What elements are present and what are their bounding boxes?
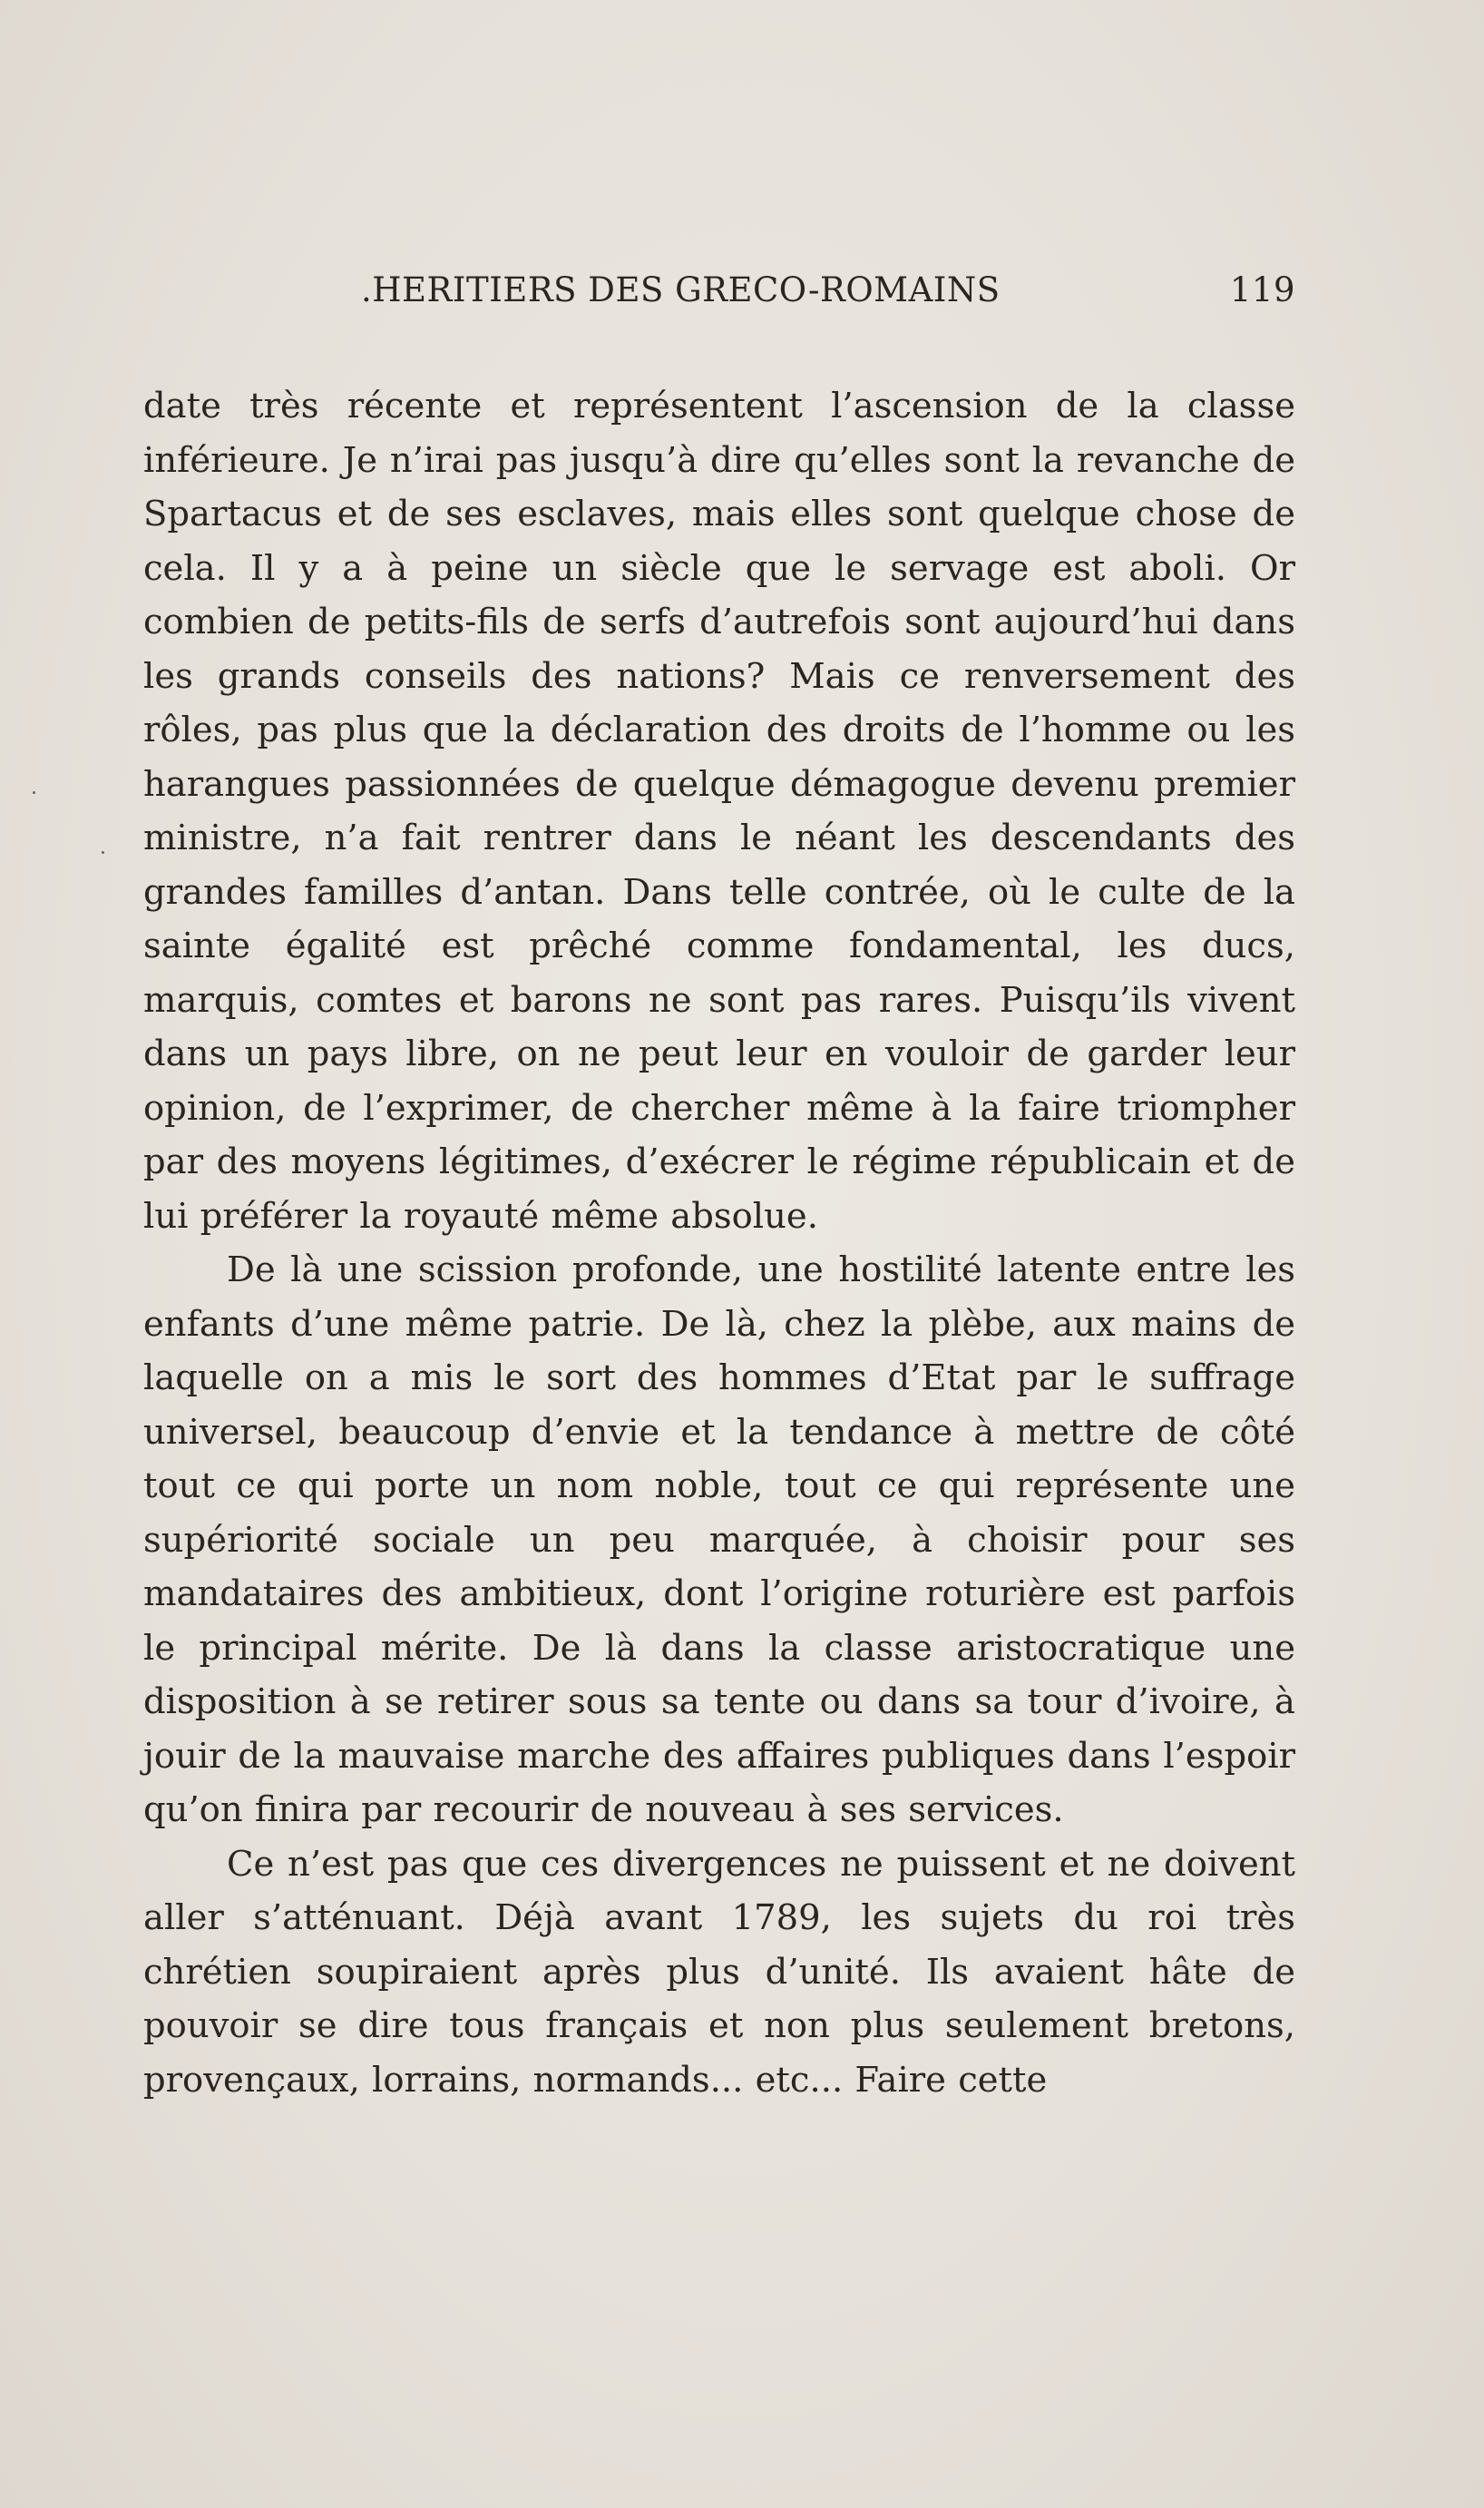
running-head-title: .HERITIERS DES GRECO-ROMAINS xyxy=(361,270,1001,309)
margin-speck xyxy=(102,851,104,854)
paragraph-3: Ce n’est pas que ces divergences ne puissent et ne doivent aller s’atténuant. Déjà avant 1789, les sujets du roi très chrétien soupiraient après plus d’unité. Ils avaient hâte de pouvoir se dire tous français et non plus seulement bretons, provençaux, lorrains, normands... etc... Faire cette xyxy=(143,1843,1295,2101)
running-head xyxy=(143,270,1295,316)
margin-speck xyxy=(33,791,35,794)
page-number: 119 xyxy=(1229,270,1295,309)
body-text xyxy=(143,379,1295,2107)
paragraph-2: De là une scission profonde, une hostilité latente entre les enfants d’une même patrie. De là, chez la plèbe, aux mains de laquelle on a mis le sort des hommes d’Etat par le suffrage universel, beaucoup d’envie et la tendance à mettre de côté tout ce qui porte un nom noble, tout ce qui représente une supériorité sociale un peu marquée, à choisir pour ses mandataires des ambitieux, dont l’origine roturière est parfois le principal mérite. De là dans la classe aristocratique une disposition à se retirer sous sa tente ou dans sa tour d’ivoire, à jouir de la mauvaise marche des affaires publiques dans l’espoir qu’on finira par recourir de nouveau à ses services. xyxy=(143,1249,1295,1830)
paragraph-1: date très récente et représentent l’ascension de la classe inférieure. Je n’irai pas jusqu’à dire qu’elles sont la revanche de Spartacus et de ses esclaves, mais elles sont quelque chose de cela. Il y a à peine un siècle que le servage est aboli. Or combien de petits-fils de serfs d’autrefois sont aujourd’hui dans les grands conseils des nations? Mais ce renversement des rôles, pas plus que la déclaration des droits de l’homme ou les harangues passionnées de quelque démagogue devenu premier ministre, n’a fait rentrer dans le néant les descendants des grandes familles d’antan. Dans telle contrée, où le culte de la sainte égalité est prêché comme fondamental, les ducs, marquis, comtes et barons ne sont pas rares. Puisqu’ils vivent dans un pays libre, on ne peut leur en vouloir de garder leur opinion, de l’exprimer, de chercher même à la faire triompher par des moyens légitimes, d’exécrer le régime républicain et de lui préférer la royauté même absolue. xyxy=(143,386,1295,1237)
